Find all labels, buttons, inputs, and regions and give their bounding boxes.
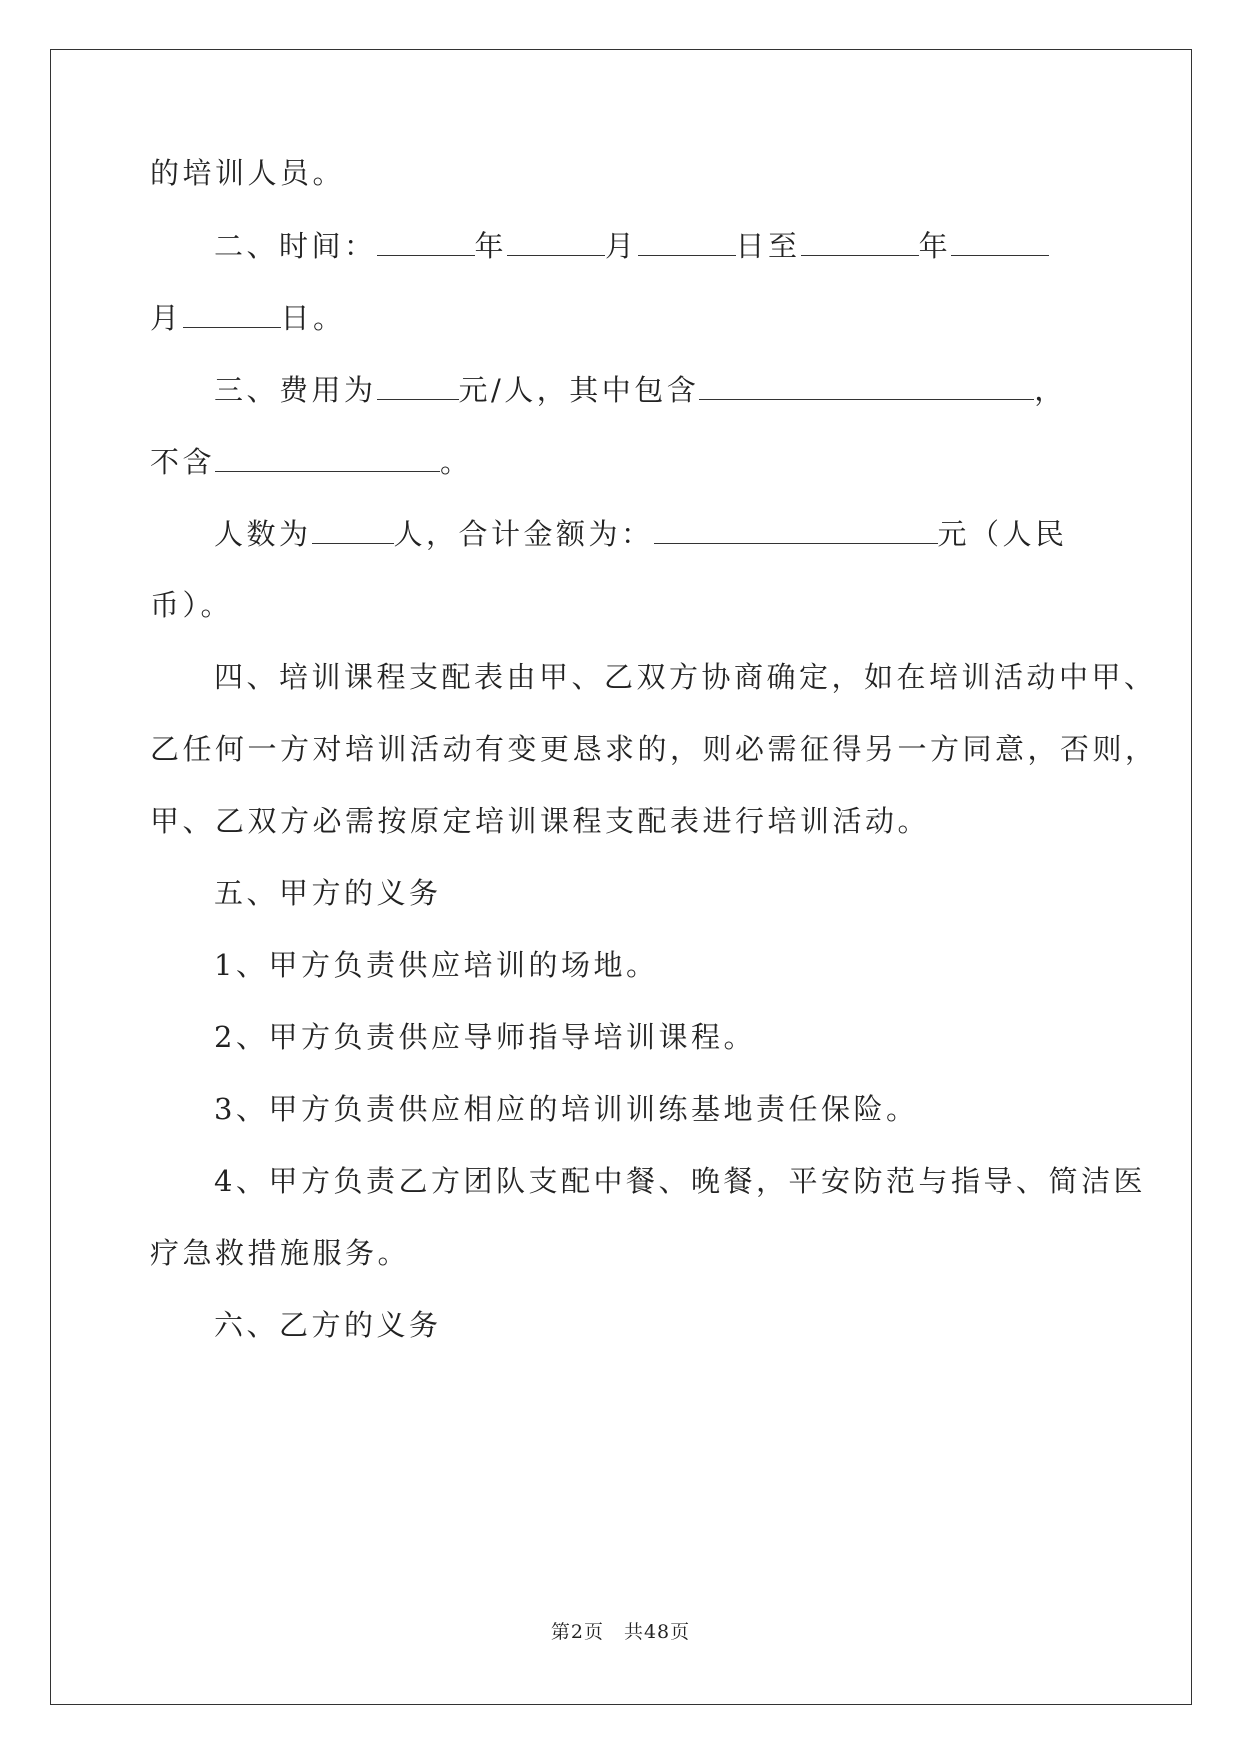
blank-field[interactable] (183, 297, 281, 328)
text-line: 2、甲方负责供应导师指导培训课程。 (214, 1020, 756, 1054)
text-line: 币）。 (150, 588, 234, 622)
blank-field[interactable] (377, 225, 475, 256)
count-line: 人数为 人，合计金额为： 元（人民 (214, 513, 1068, 554)
section-heading: 五、甲方的义务 (214, 876, 442, 910)
text-line: 甲、乙双方必需按原定培训课程支配表进行培训活动。 (150, 804, 931, 838)
blank-field[interactable] (507, 225, 605, 256)
fee-line: 三、费用为 元/人，其中包含 ， (214, 369, 1067, 410)
exclude-line: 不含 。 (150, 441, 473, 482)
blank-field[interactable] (638, 225, 736, 256)
text-line: 的培训人员。 (150, 156, 346, 190)
page-number: 第2页 共48页 (550, 1621, 691, 1643)
text-line: 疗急救措施服务。 (150, 1236, 411, 1270)
blank-field[interactable] (377, 369, 459, 400)
text-line: 1、甲方负责供应培训的场地。 (214, 948, 659, 982)
text-line: 四、培训课程支配表由甲、乙双方协商确定，如在培训活动中甲、 (214, 660, 1157, 694)
text-line: 乙任何一方对培训活动有变更恳求的，则必需征得另一方同意，否则， (150, 732, 1158, 766)
text-line: 3、甲方负责供应相应的培训训练基地责任保险。 (214, 1092, 919, 1126)
blank-field[interactable] (801, 225, 919, 256)
section-heading: 六、乙方的义务 (214, 1308, 442, 1342)
blank-field[interactable] (699, 369, 1034, 400)
blank-field[interactable] (215, 441, 440, 472)
blank-field[interactable] (951, 225, 1049, 256)
date-line: 二、时间： 年 月 日至 年 (214, 225, 1049, 266)
date-line-cont: 月 日。 (150, 297, 346, 338)
text-line: 4、甲方负责乙方团队支配中餐、晚餐，平安防范与指导、简洁医 (214, 1164, 1146, 1198)
blank-field[interactable] (654, 513, 938, 544)
blank-field[interactable] (312, 513, 394, 544)
